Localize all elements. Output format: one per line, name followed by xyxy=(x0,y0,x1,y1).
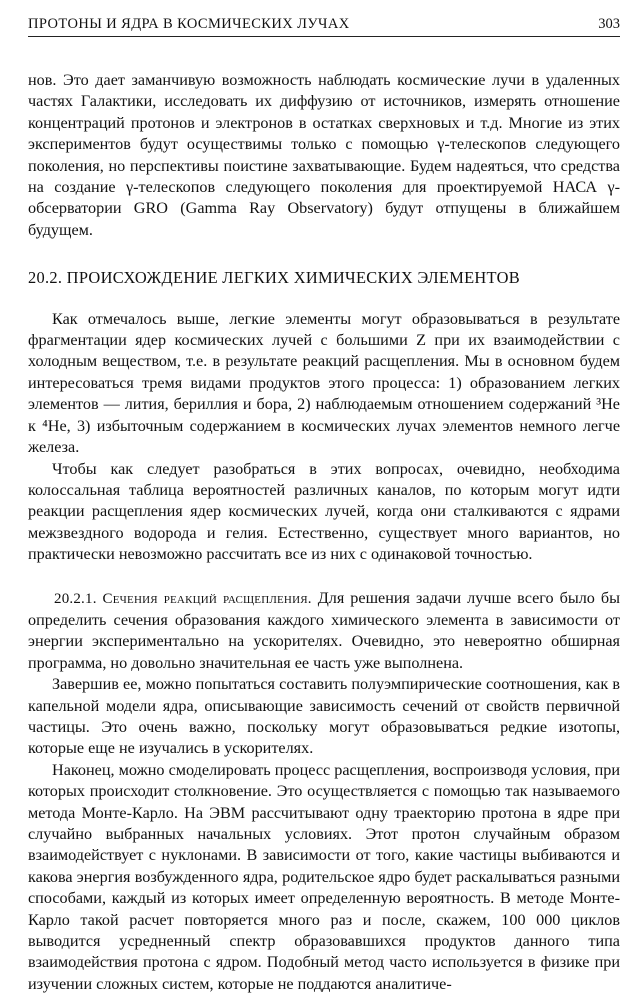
paragraph-continuation: нов. Это дает заманчивую возможность наблюдать космические лучи в удаленных частях Галактики, исследовать их диффузию от источников, измерять отношение концентраций протонов и электронов в остатках сверхновых и т.д. Многие из этих экспериментов будут осуществимы только с помощью γ-телескопов следующего поколения, но перспективы поистине захватывающие. Будем надеяться, что средства на создание γ-телескопов следующего поколения для проектируемой НАСА γ-обсерватории GRO (Gamma Ray Observatory) будут отпущены в ближайшем будущем. xyxy=(28,71,620,239)
page-number: 303 xyxy=(598,16,620,32)
subsection-title: 20.2.1. Сечения реакций расщепления. xyxy=(54,590,312,607)
subsection-paragraph xyxy=(28,588,620,675)
paragraph-reactions: Чтобы как следует разобраться в этих вопросах, очевидно, необходима колоссальная таблица вероятностей различных каналов, по которым могут идти реакции расщепления ядер космических лучей, когда они сталкиваются с ядрами межзвездного водорода и гелия. Естественно, существует много вариантов, но практически невозможно рассчитать все из них с одинаковой точностью. xyxy=(28,459,620,564)
section-heading: 20.2. ПРОИСХОЖДЕНИЕ ЛЕГКИХ ХИМИЧЕСКИХ ЭЛЕМЕНТОВ xyxy=(28,268,521,288)
paragraph-monte-carlo: Наконец, можно смоделировать процесс расщепления, воспроизводя условия, при которых происходит столкновение. Это осуществляется с помощью так называемого метода Монте-Карло. На ЭВМ рассчитывают одну траекторию протона в ядре при случайно выбранных начальных условиях. Этот протон случайным образом взаимодействует с нуклонами. В зависимости от того, какие частицы выбиваются и какова энергия возбужденного ядра, родительское ядро будет раскалываться разными способами, каждый из которых имеет определенную вероятность. В методе Монте-Карло такой расчет повторяется много раз и после, скажем, 100 000 циклов выводится усредненный спектр образовавшихся продуктов данного типа взаимодействия протона с ядром. Подобный метод часто используется в физике при изучении сложных систем, которые не поддаются аналитиче- xyxy=(28,760,620,993)
page-body xyxy=(28,70,620,995)
running-title: ПРОТОНЫ И ЯДРА В КОСМИЧЕСКИХ ЛУЧАХ xyxy=(28,16,350,32)
subsection-text: Для решения задачи лучше всего было бы определить сечения образования каждого химического элемента в зависимости от энергии экспериментально на ускорителях. Очевидно, это невероятно обширная программа, но довольно значительная ее часть уже выполнена. xyxy=(28,588,621,672)
running-header xyxy=(28,14,620,37)
paragraph-intro: Как отмечалось выше, легкие элементы могут образовываться в результате фрагментации ядер космических лучей с большими Z при их взаимодействии с холодным веществом, т.е. в результате реакций расщепления. Мы в основном будем интересоваться тремя видами продуктов этого процесса: 1) образованием легких элементов — лития, бериллия и бора, 2) наблюдаемым отношением содержаний ³He к ⁴He, 3) избыточным содержанием в космических лучах элементов немного легче железа. xyxy=(28,309,620,457)
paragraph-semiempirical: Завершив ее, можно попытаться составить полуэмпирические соотношения, как в капельной модели ядра, описывающие зависимость сечений от свойств первичной частицы. Это очень важно, поскольку могут образовываться редкие изотопы, которые еще не изучались в ускорителях. xyxy=(28,675,620,758)
